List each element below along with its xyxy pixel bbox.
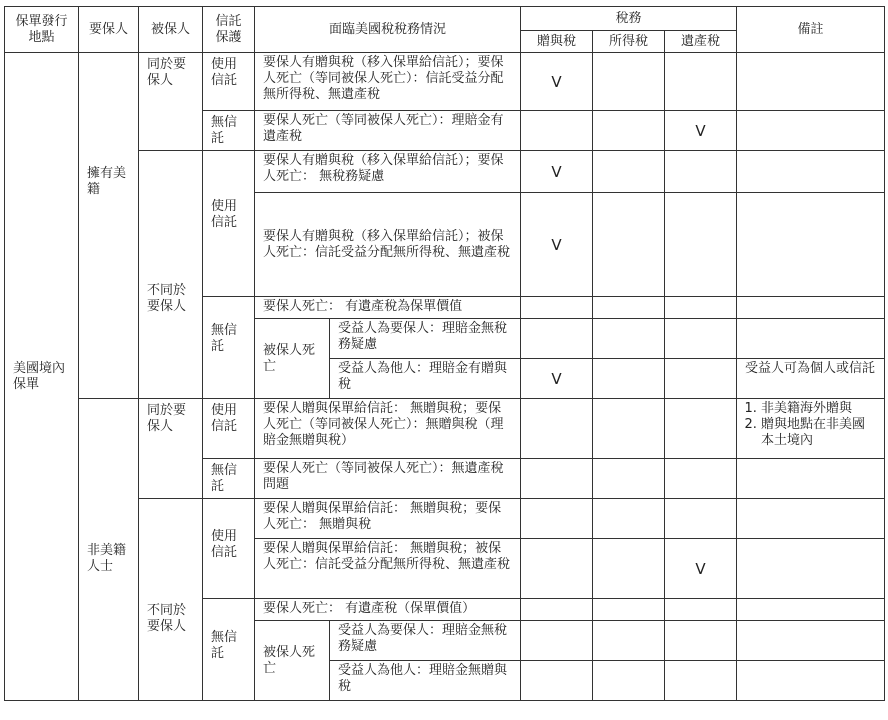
notes-cell bbox=[737, 459, 885, 499]
no-trust-cell: 無信託 bbox=[203, 599, 255, 701]
gift-tax-cell bbox=[521, 297, 593, 319]
us-citizen-cell: 擁有美籍 bbox=[79, 53, 139, 399]
income-tax-cell bbox=[593, 111, 665, 151]
income-tax-cell bbox=[593, 399, 665, 459]
situation-cell: 要保人贈與保單給信託： 無贈與稅；要保人死亡： 無贈與稅 bbox=[255, 499, 521, 539]
note-item: 1. 非美籍海外贈與 bbox=[761, 401, 876, 417]
income-tax-cell bbox=[593, 621, 665, 661]
income-tax-cell bbox=[593, 499, 665, 539]
gift-tax-cell bbox=[521, 499, 593, 539]
table-row bbox=[5, 53, 885, 111]
notes-cell bbox=[737, 193, 885, 297]
tax-table bbox=[4, 6, 885, 701]
header-estate-tax: 遺產稅 bbox=[665, 31, 737, 53]
estate-tax-cell bbox=[665, 319, 737, 359]
gift-tax-cell bbox=[521, 399, 593, 459]
insured-death-cell: 被保人死亡 bbox=[255, 621, 330, 701]
situation-cell: 要保人死亡（等同被保人死亡）：理賠金有遺產稅 bbox=[255, 111, 521, 151]
header-insured: 被保人 bbox=[139, 7, 203, 53]
income-tax-cell bbox=[593, 193, 665, 297]
gift-tax-cell bbox=[521, 621, 593, 661]
gift-tax-cell bbox=[521, 661, 593, 701]
gift-tax-cell bbox=[521, 319, 593, 359]
situation-cell: 受益人為他人：理賠金有贈與稅 bbox=[330, 359, 521, 399]
income-tax-cell bbox=[593, 539, 665, 599]
notes-cell bbox=[737, 539, 885, 599]
estate-tax-cell bbox=[665, 399, 737, 459]
notes-cell bbox=[737, 151, 885, 193]
income-tax-cell bbox=[593, 319, 665, 359]
estate-tax-mark: V bbox=[665, 111, 737, 151]
notes-cell bbox=[737, 499, 885, 539]
estate-tax-cell bbox=[665, 53, 737, 111]
situation-cell: 要保人有贈與稅（移入保單給信託）；要保人死亡： 無稅務疑慮 bbox=[255, 151, 521, 193]
income-tax-cell bbox=[593, 599, 665, 621]
income-tax-cell bbox=[593, 151, 665, 193]
insured-same-cell: 同於要保人 bbox=[139, 53, 203, 151]
gift-tax-cell bbox=[521, 599, 593, 621]
situation-cell: 要保人死亡： 有遺產稅為保單價值 bbox=[255, 297, 521, 319]
header-notes: 備註 bbox=[737, 7, 885, 53]
estate-tax-cell bbox=[665, 599, 737, 621]
situation-cell: 受益人為要保人：理賠金無稅務疑慮 bbox=[330, 319, 521, 359]
gift-tax-mark: V bbox=[521, 151, 593, 193]
non-us-cell: 非美籍人士 bbox=[79, 399, 139, 701]
notes-cell: 受益人可為個人或信託 bbox=[737, 359, 885, 399]
estate-tax-cell bbox=[665, 499, 737, 539]
header-location: 保單發行地點 bbox=[5, 7, 79, 53]
situation-cell: 要保人有贈與稅（移入保單給信託）；要保人死亡（等同被保人死亡）：信託受益分配無所得稅、無遺產稅 bbox=[255, 53, 521, 111]
trust-cell: 使用信託 bbox=[203, 151, 255, 297]
insured-diff-cell: 不同於要保人 bbox=[139, 151, 203, 399]
notes-cell bbox=[737, 399, 885, 459]
trust-cell: 使用信託 bbox=[203, 399, 255, 459]
notes-cell bbox=[737, 621, 885, 661]
gift-tax-mark: V bbox=[521, 359, 593, 399]
insured-death-cell: 被保人死亡 bbox=[255, 319, 330, 399]
income-tax-cell bbox=[593, 359, 665, 399]
insured-diff-cell: 不同於要保人 bbox=[139, 499, 203, 701]
trust-cell: 使用信託 bbox=[203, 499, 255, 599]
insured-same-cell: 同於要保人 bbox=[139, 399, 203, 499]
gift-tax-cell bbox=[521, 459, 593, 499]
header-income-tax: 所得稅 bbox=[593, 31, 665, 53]
no-trust-cell: 無信託 bbox=[203, 459, 255, 499]
gift-tax-mark: V bbox=[521, 193, 593, 297]
header-gift-tax: 贈與稅 bbox=[521, 31, 593, 53]
table-row bbox=[5, 399, 885, 459]
income-tax-cell bbox=[593, 53, 665, 111]
gift-tax-mark: V bbox=[521, 53, 593, 111]
trust-cell: 使用信託 bbox=[203, 53, 255, 111]
estate-tax-cell bbox=[665, 459, 737, 499]
notes-cell bbox=[737, 297, 885, 319]
gift-tax-cell bbox=[521, 539, 593, 599]
header-tax-group: 稅務 bbox=[521, 7, 737, 31]
header-policyholder: 要保人 bbox=[79, 7, 139, 53]
situation-cell: 要保人死亡（等同被保人死亡）：無遺產稅問題 bbox=[255, 459, 521, 499]
location-cell: 美國境內保單 bbox=[5, 53, 79, 701]
estate-tax-cell bbox=[665, 359, 737, 399]
estate-tax-cell bbox=[665, 193, 737, 297]
header-row-1 bbox=[5, 7, 885, 31]
situation-cell: 受益人為要保人：理賠金無稅務疑慮 bbox=[330, 621, 521, 661]
estate-tax-cell bbox=[665, 621, 737, 661]
notes-cell bbox=[737, 599, 885, 621]
situation-cell: 要保人有贈與稅（移入保單給信託）；被保人死亡：信託受益分配無所得稅、無遺產稅 bbox=[255, 193, 521, 297]
notes-list bbox=[745, 401, 876, 449]
situation-cell: 要保人贈與保單給信託： 無贈與稅；要保人死亡（等同被保人死亡）：無贈與稅（理賠金無贈與稅） bbox=[255, 399, 521, 459]
estate-tax-cell bbox=[665, 661, 737, 701]
estate-tax-cell bbox=[665, 297, 737, 319]
income-tax-cell bbox=[593, 297, 665, 319]
no-trust-cell: 無信託 bbox=[203, 297, 255, 399]
estate-tax-cell bbox=[665, 151, 737, 193]
header-trust-protection: 信託保護 bbox=[203, 7, 255, 53]
notes-cell bbox=[737, 53, 885, 111]
notes-cell bbox=[737, 319, 885, 359]
estate-tax-mark: V bbox=[665, 539, 737, 599]
notes-cell bbox=[737, 661, 885, 701]
gift-tax-cell bbox=[521, 111, 593, 151]
income-tax-cell bbox=[593, 459, 665, 499]
notes-cell bbox=[737, 111, 885, 151]
note-item: 2. 贈與地點在非美國本土境內 bbox=[761, 417, 876, 449]
income-tax-cell bbox=[593, 661, 665, 701]
situation-cell: 要保人贈與保單給信託： 無贈與稅；被保人死亡：信託受益分配無所得稅、無遺產稅 bbox=[255, 539, 521, 599]
situation-cell: 要保人死亡： 有遺產稅（保單價值） bbox=[255, 599, 521, 621]
header-situation: 面臨美國稅稅務情況 bbox=[255, 7, 521, 53]
no-trust-cell: 無信託 bbox=[203, 111, 255, 151]
situation-cell: 受益人為他人：理賠金無贈與稅 bbox=[330, 661, 521, 701]
